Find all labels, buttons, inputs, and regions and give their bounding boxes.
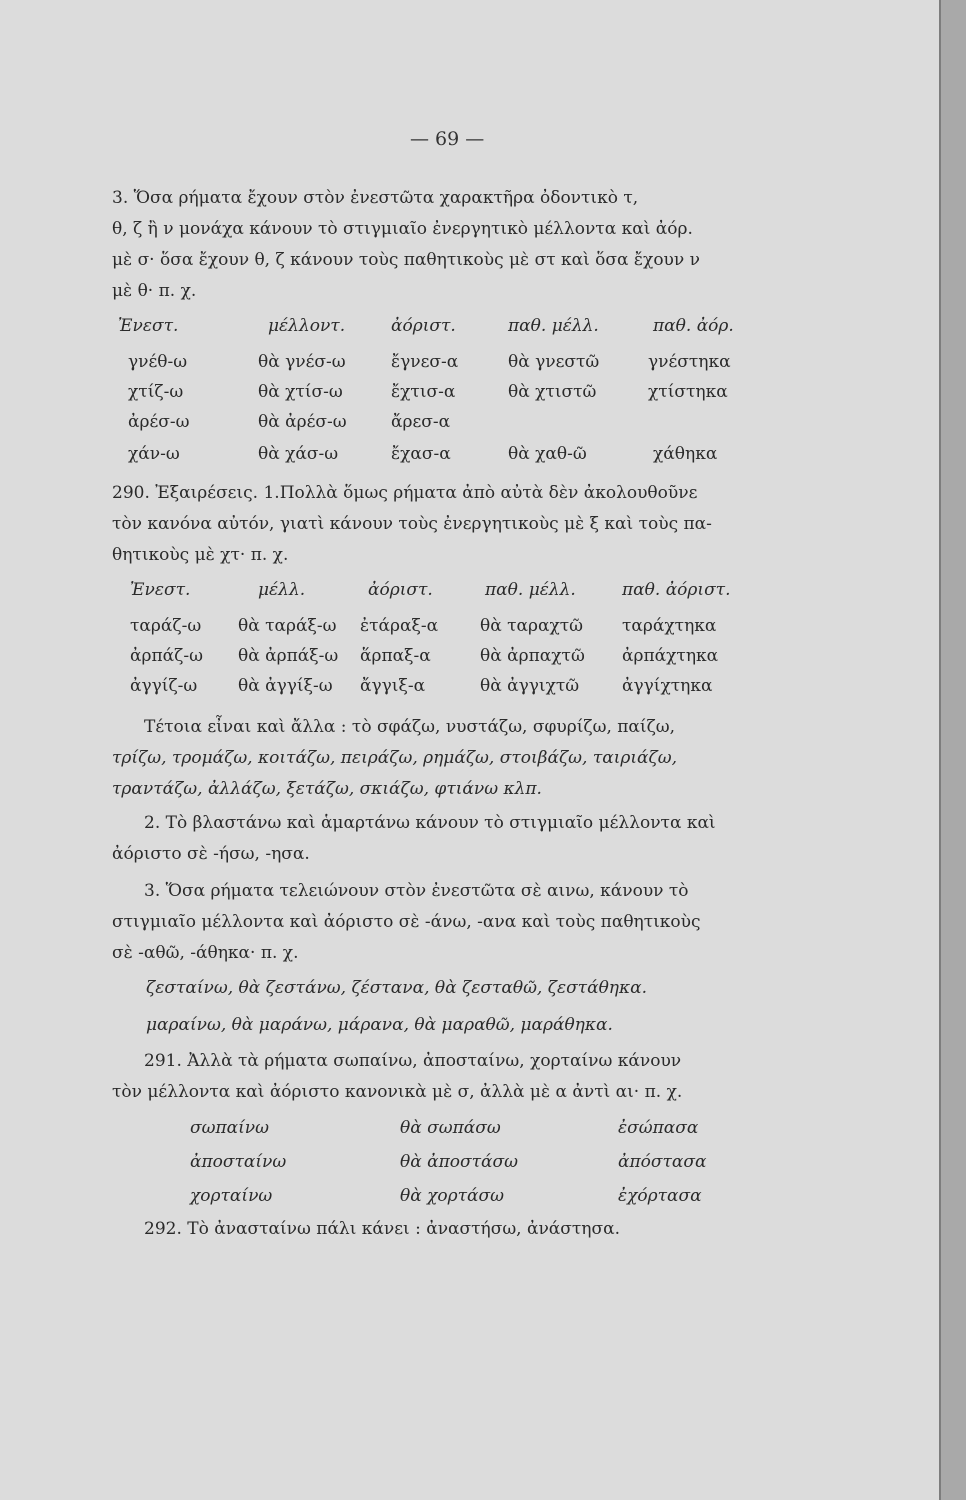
- table-row: ἀγγίζ-ω θὰ ἀγγίξ-ω ἄγγιξ-α θὰ ἀγγιχτῶ ἀγγίχτηκα: [130, 676, 713, 696]
- table-row: χάν-ω θὰ χάσ-ω ἔχασ-α θὰ χαθ-ῶ χάθηκα: [128, 444, 718, 464]
- table-row: γνέθ-ω θὰ γνέσ-ω ἔγνεσ-α θὰ γνεστῶ γνέστηκα: [128, 352, 731, 372]
- text-line: στιγμιαῖο μέλλοντα καὶ ἀόριστο σὲ -άνω, -ανα καὶ τοὺς παθητικοὺς: [112, 912, 701, 932]
- text-line: σὲ -αθῶ, -άθηκα· π. χ.: [112, 943, 299, 963]
- table-row: ἀρέσ-ω θὰ ἀρέσ-ω ἄρεσ-α: [128, 412, 451, 432]
- text-line: θητικοὺς μὲ χτ· π. χ.: [112, 545, 289, 565]
- table-row: ἀρπάζ-ω θὰ ἀρπάξ-ω ἅρπαξ-α θὰ ἀρπαχτῶ ἀρπάχτηκα: [130, 646, 719, 666]
- table-row: χτίζ-ω θὰ χτίσ-ω ἔχτισ-α θὰ χτιστῶ χτίστηκα: [128, 382, 728, 402]
- text-line: τρίζω, τρομάζω, κοιτάζω, πειράζω, ρημάζω, στοιβάζω, ταιριάζω,: [112, 748, 677, 768]
- paragraph-2: [112, 808, 800, 870]
- example-line: ζεσταίνω, θὰ ζεστάνω, ζέστανα, θὰ ζεσταθῶ, ζεστάθηκα.: [146, 978, 648, 998]
- paragraph-292: [112, 1214, 800, 1245]
- table-header: Ἐνεστ. μέλλ. ἀόριστ. παθ. μέλλ. παθ. ἀόριστ.: [130, 580, 731, 600]
- page-edge: [940, 0, 966, 1500]
- page-edge-line: [939, 0, 941, 1500]
- text-line: μὲ σ· ὅσα ἔχουν θ, ζ κάνουν τοὺς παθητικοὺς μὲ στ καὶ ὅσα ἔχουν ν: [112, 250, 700, 270]
- text-line: 3. Ὅσα ρήματα τελειώνουν στὸν ἐνεστῶτα σὲ αινω, κάνουν τὸ: [144, 881, 689, 901]
- paragraph-3: [112, 183, 800, 307]
- text-line: τὸν μέλλοντα καὶ ἀόριστο κανονικὰ μὲ σ, ἀλλὰ μὲ α ἀντὶ αι· π. χ.: [112, 1082, 683, 1102]
- page-number: — 69 —: [410, 128, 485, 150]
- paragraph-examples: [112, 712, 800, 805]
- conjugation-table-2: [130, 580, 830, 700]
- text-line: θ, ζ ἢ ν μονάχα κάνουν τὸ στιγμιαῖο ἐνεργητικὸ μέλλοντα καὶ ἀόρ.: [112, 219, 693, 239]
- text-line: 290. Ἐξαιρέσεις. 1.Πολλὰ ὅμως ρήματα ἀπὸ αὐτὰ δὲν ἀκολουθοῦνε: [112, 483, 698, 503]
- table-row: ταράζ-ω θὰ ταράξ-ω ἐτάραξ-α θὰ ταραχτῶ ταράχτηκα: [130, 616, 717, 636]
- table-header: Ἐνεστ. μέλλοντ. ἀόριστ. παθ. μέλλ. παθ. ἀόρ.: [118, 316, 734, 336]
- conjugation-table-1: [118, 316, 818, 476]
- table-row: σωπαίνω θὰ σωπάσω ἐσώπασα: [190, 1118, 699, 1138]
- conjugation-table-3: [190, 1118, 790, 1228]
- text-line: 2. Τὸ βλαστάνω καὶ ἁμαρτάνω κάνουν τὸ στιγμιαῖο μέλλοντα καὶ: [144, 813, 716, 833]
- paragraph-291: [112, 1046, 800, 1108]
- table-row: ἀποσταίνω θὰ ἀποστάσω ἀπόστασα: [190, 1152, 707, 1172]
- example-line: μαραίνω, θὰ μαράνω, μάρανα, θὰ μαραθῶ, μαράθηκα.: [146, 1015, 613, 1035]
- text-line: μὲ θ· π. χ.: [112, 281, 197, 301]
- text-line: ἀόριστο σὲ -ήσω, -ησα.: [112, 844, 310, 864]
- text-line: τὸν κανόνα αὐτόν, γιατὶ κάνουν τοὺς ἐνεργητικοὺς μὲ ξ καὶ τοὺς πα-: [112, 514, 712, 534]
- text-line: Τέτοια εἶναι καὶ ἄλλα : τὸ σφάζω, νυστάζω, σφυρίζω, παίζω,: [144, 717, 676, 737]
- text-line: 292. Τὸ ἀνασταίνω πάλι κάνει : ἀναστήσω, ἀνάστησα.: [144, 1219, 620, 1239]
- table-row: χορταίνω θὰ χορτάσω ἐχόρτασα: [190, 1186, 702, 1206]
- text-line: τραντάζω, ἀλλάζω, ξετάζω, σκιάζω, φτιάνω κλπ.: [112, 779, 542, 799]
- text-line: 291. Ἀλλὰ τὰ ρήματα σωπαίνω, ἀποσταίνω, χορταίνω κάνουν: [144, 1051, 682, 1071]
- paragraph-290: [112, 478, 800, 571]
- paragraph-3b: [112, 876, 800, 1041]
- text-line: 3. Ὅσα ρήματα ἔχουν στὸν ἐνεστῶτα χαρακτῆρα ὀδοντικὸ τ,: [112, 188, 639, 208]
